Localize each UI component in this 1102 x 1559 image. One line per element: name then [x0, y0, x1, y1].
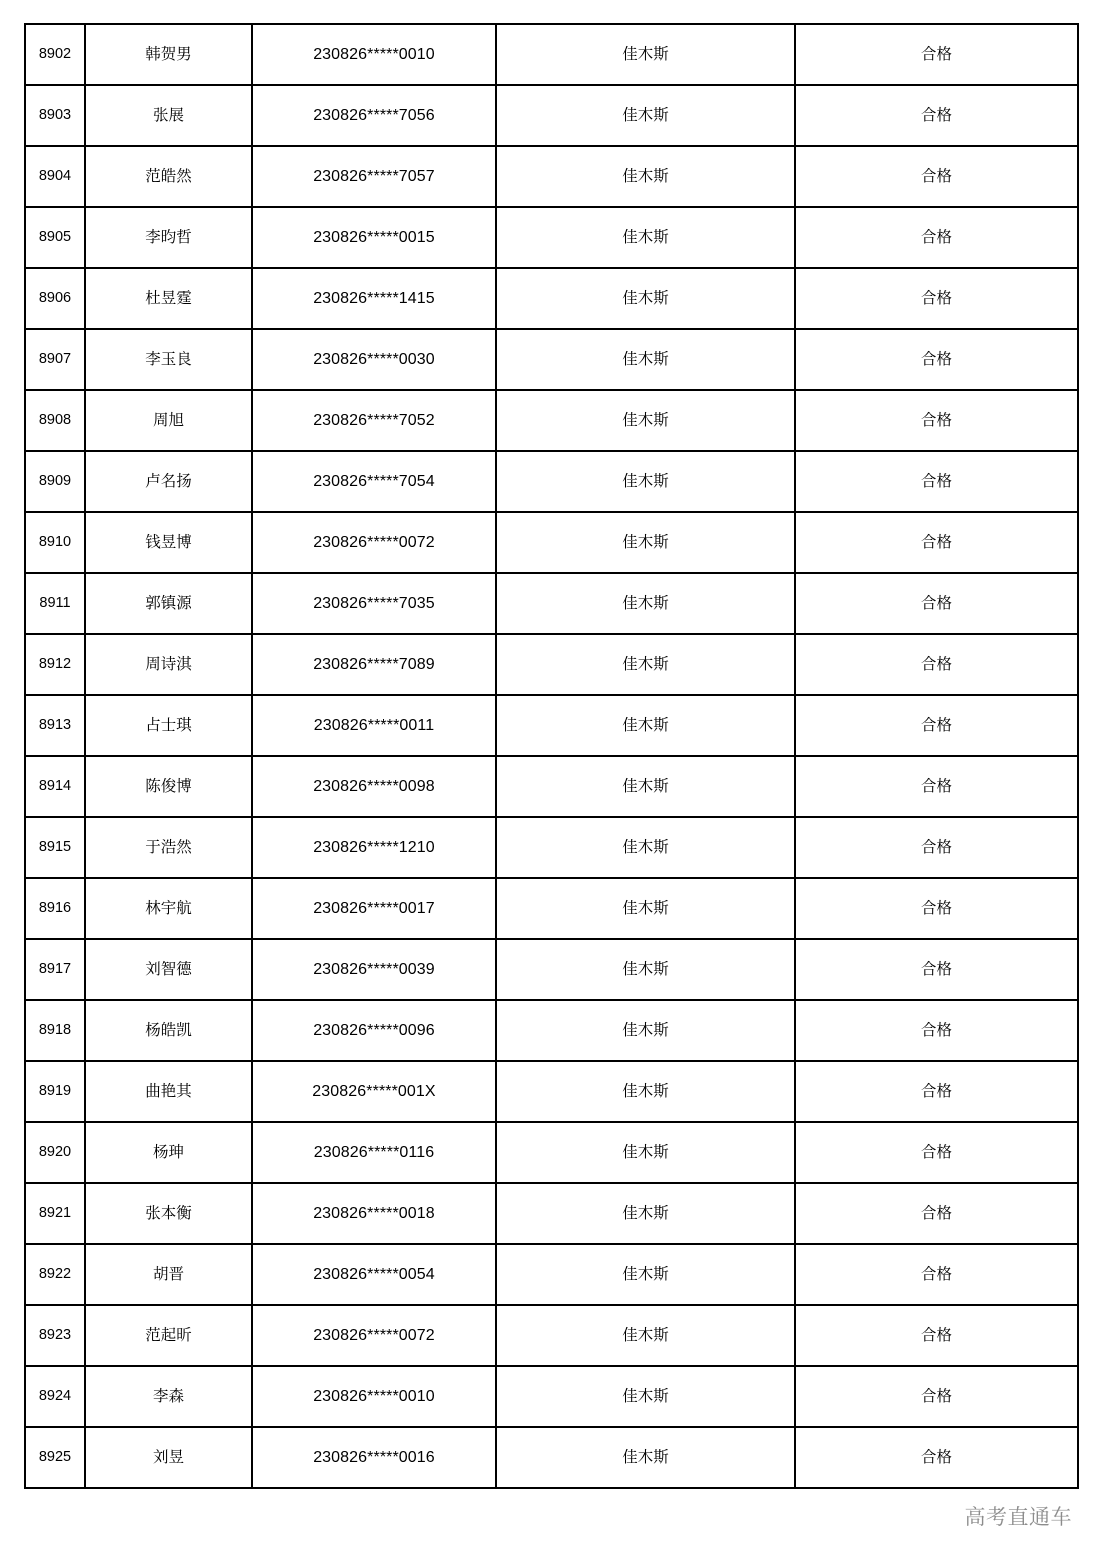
cell-id-number: 230826*****0030: [252, 329, 496, 390]
cell-location: 佳木斯: [496, 1244, 795, 1305]
cell-id-number: 230826*****0039: [252, 939, 496, 1000]
cell-id-number: 230826*****0054: [252, 1244, 496, 1305]
cell-name: 杨珅: [85, 1122, 252, 1183]
cell-number: 8916: [25, 878, 85, 939]
cell-result: 合格: [795, 1427, 1078, 1488]
table-row: [25, 24, 1078, 85]
cell-name: 陈俊博: [85, 756, 252, 817]
table-row: [25, 695, 1078, 756]
cell-id-number: 230826*****7056: [252, 85, 496, 146]
table-row: [25, 207, 1078, 268]
cell-id-number: 230826*****7052: [252, 390, 496, 451]
cell-id-number: 230826*****0015: [252, 207, 496, 268]
cell-name: 周诗淇: [85, 634, 252, 695]
table-row: [25, 817, 1078, 878]
cell-number: 8919: [25, 1061, 85, 1122]
table-row: [25, 1061, 1078, 1122]
cell-number: 8922: [25, 1244, 85, 1305]
table-row: [25, 512, 1078, 573]
cell-name: 李玉良: [85, 329, 252, 390]
cell-result: 合格: [795, 695, 1078, 756]
table-row: [25, 1244, 1078, 1305]
cell-number: 8923: [25, 1305, 85, 1366]
cell-number: 8910: [25, 512, 85, 573]
cell-result: 合格: [795, 1305, 1078, 1366]
table-row: [25, 268, 1078, 329]
cell-location: 佳木斯: [496, 695, 795, 756]
cell-number: 8917: [25, 939, 85, 1000]
cell-id-number: 230826*****1210: [252, 817, 496, 878]
cell-result: 合格: [795, 146, 1078, 207]
cell-location: 佳木斯: [496, 390, 795, 451]
cell-result: 合格: [795, 207, 1078, 268]
cell-result: 合格: [795, 756, 1078, 817]
cell-id-number: 230826*****0016: [252, 1427, 496, 1488]
cell-result: 合格: [795, 512, 1078, 573]
table-row: [25, 1366, 1078, 1427]
cell-result: 合格: [795, 1244, 1078, 1305]
cell-location: 佳木斯: [496, 1183, 795, 1244]
cell-location: 佳木斯: [496, 146, 795, 207]
cell-name: 于浩然: [85, 817, 252, 878]
cell-name: 范起昕: [85, 1305, 252, 1366]
cell-location: 佳木斯: [496, 451, 795, 512]
cell-location: 佳木斯: [496, 1366, 795, 1427]
table-row: [25, 878, 1078, 939]
cell-result: 合格: [795, 85, 1078, 146]
cell-id-number: 230826*****0072: [252, 512, 496, 573]
cell-result: 合格: [795, 329, 1078, 390]
cell-name: 周旭: [85, 390, 252, 451]
cell-name: 张展: [85, 85, 252, 146]
table-row: [25, 1427, 1078, 1488]
cell-number: 8904: [25, 146, 85, 207]
cell-number: 8924: [25, 1366, 85, 1427]
table-row: [25, 573, 1078, 634]
cell-result: 合格: [795, 451, 1078, 512]
cell-id-number: 230826*****7057: [252, 146, 496, 207]
table-row: [25, 85, 1078, 146]
cell-location: 佳木斯: [496, 268, 795, 329]
cell-name: 张本衡: [85, 1183, 252, 1244]
table-row: [25, 146, 1078, 207]
cell-id-number: 230826*****1415: [252, 268, 496, 329]
cell-location: 佳木斯: [496, 24, 795, 85]
cell-result: 合格: [795, 390, 1078, 451]
cell-number: 8909: [25, 451, 85, 512]
roster-table: [24, 23, 1079, 1489]
cell-number: 8905: [25, 207, 85, 268]
cell-id-number: 230826*****0017: [252, 878, 496, 939]
cell-result: 合格: [795, 939, 1078, 1000]
cell-location: 佳木斯: [496, 1427, 795, 1488]
cell-name: 韩贺男: [85, 24, 252, 85]
table-row: [25, 939, 1078, 1000]
table-row: [25, 1183, 1078, 1244]
cell-result: 合格: [795, 1061, 1078, 1122]
cell-location: 佳木斯: [496, 817, 795, 878]
cell-result: 合格: [795, 1000, 1078, 1061]
cell-result: 合格: [795, 817, 1078, 878]
cell-location: 佳木斯: [496, 207, 795, 268]
cell-location: 佳木斯: [496, 1122, 795, 1183]
cell-name: 钱昱博: [85, 512, 252, 573]
cell-location: 佳木斯: [496, 573, 795, 634]
cell-id-number: 230826*****001X: [252, 1061, 496, 1122]
table-row: [25, 1000, 1078, 1061]
cell-number: 8920: [25, 1122, 85, 1183]
cell-location: 佳木斯: [496, 1305, 795, 1366]
table-row: [25, 1305, 1078, 1366]
cell-result: 合格: [795, 1366, 1078, 1427]
table-row: [25, 451, 1078, 512]
cell-id-number: 230826*****7089: [252, 634, 496, 695]
cell-id-number: 230826*****0010: [252, 1366, 496, 1427]
cell-number: 8903: [25, 85, 85, 146]
cell-name: 杨皓凯: [85, 1000, 252, 1061]
cell-number: 8921: [25, 1183, 85, 1244]
cell-number: 8915: [25, 817, 85, 878]
cell-number: 8902: [25, 24, 85, 85]
cell-id-number: 230826*****0010: [252, 24, 496, 85]
cell-result: 合格: [795, 1183, 1078, 1244]
cell-result: 合格: [795, 268, 1078, 329]
cell-name: 卢名扬: [85, 451, 252, 512]
cell-location: 佳木斯: [496, 329, 795, 390]
cell-location: 佳木斯: [496, 1000, 795, 1061]
cell-name: 占士琪: [85, 695, 252, 756]
cell-id-number: 230826*****0116: [252, 1122, 496, 1183]
cell-number: 8912: [25, 634, 85, 695]
cell-location: 佳木斯: [496, 939, 795, 1000]
cell-id-number: 230826*****0072: [252, 1305, 496, 1366]
cell-name: 郭镇源: [85, 573, 252, 634]
cell-number: 8925: [25, 1427, 85, 1488]
cell-number: 8906: [25, 268, 85, 329]
cell-id-number: 230826*****0011: [252, 695, 496, 756]
table-row: [25, 634, 1078, 695]
cell-name: 范皓然: [85, 146, 252, 207]
cell-location: 佳木斯: [496, 634, 795, 695]
cell-location: 佳木斯: [496, 85, 795, 146]
cell-name: 李昀哲: [85, 207, 252, 268]
cell-name: 林宇航: [85, 878, 252, 939]
cell-result: 合格: [795, 634, 1078, 695]
cell-location: 佳木斯: [496, 1061, 795, 1122]
cell-result: 合格: [795, 1122, 1078, 1183]
cell-name: 曲艳其: [85, 1061, 252, 1122]
table-row: [25, 1122, 1078, 1183]
cell-number: 8914: [25, 756, 85, 817]
cell-name: 胡晋: [85, 1244, 252, 1305]
cell-id-number: 230826*****7054: [252, 451, 496, 512]
cell-number: 8908: [25, 390, 85, 451]
roster-table-body: [25, 24, 1078, 1488]
cell-number: 8913: [25, 695, 85, 756]
cell-number: 8918: [25, 1000, 85, 1061]
watermark-text: 高考直通车: [963, 1501, 1075, 1531]
table-row: [25, 390, 1078, 451]
cell-name: 刘昱: [85, 1427, 252, 1488]
cell-id-number: 230826*****0018: [252, 1183, 496, 1244]
cell-name: 杜昱霆: [85, 268, 252, 329]
cell-id-number: 230826*****7035: [252, 573, 496, 634]
cell-name: 刘智德: [85, 939, 252, 1000]
cell-id-number: 230826*****0096: [252, 1000, 496, 1061]
table-row: [25, 329, 1078, 390]
cell-name: 李森: [85, 1366, 252, 1427]
cell-location: 佳木斯: [496, 512, 795, 573]
table-row: [25, 756, 1078, 817]
cell-number: 8911: [25, 573, 85, 634]
cell-number: 8907: [25, 329, 85, 390]
cell-result: 合格: [795, 573, 1078, 634]
cell-result: 合格: [795, 24, 1078, 85]
cell-id-number: 230826*****0098: [252, 756, 496, 817]
cell-location: 佳木斯: [496, 878, 795, 939]
cell-result: 合格: [795, 878, 1078, 939]
cell-location: 佳木斯: [496, 756, 795, 817]
